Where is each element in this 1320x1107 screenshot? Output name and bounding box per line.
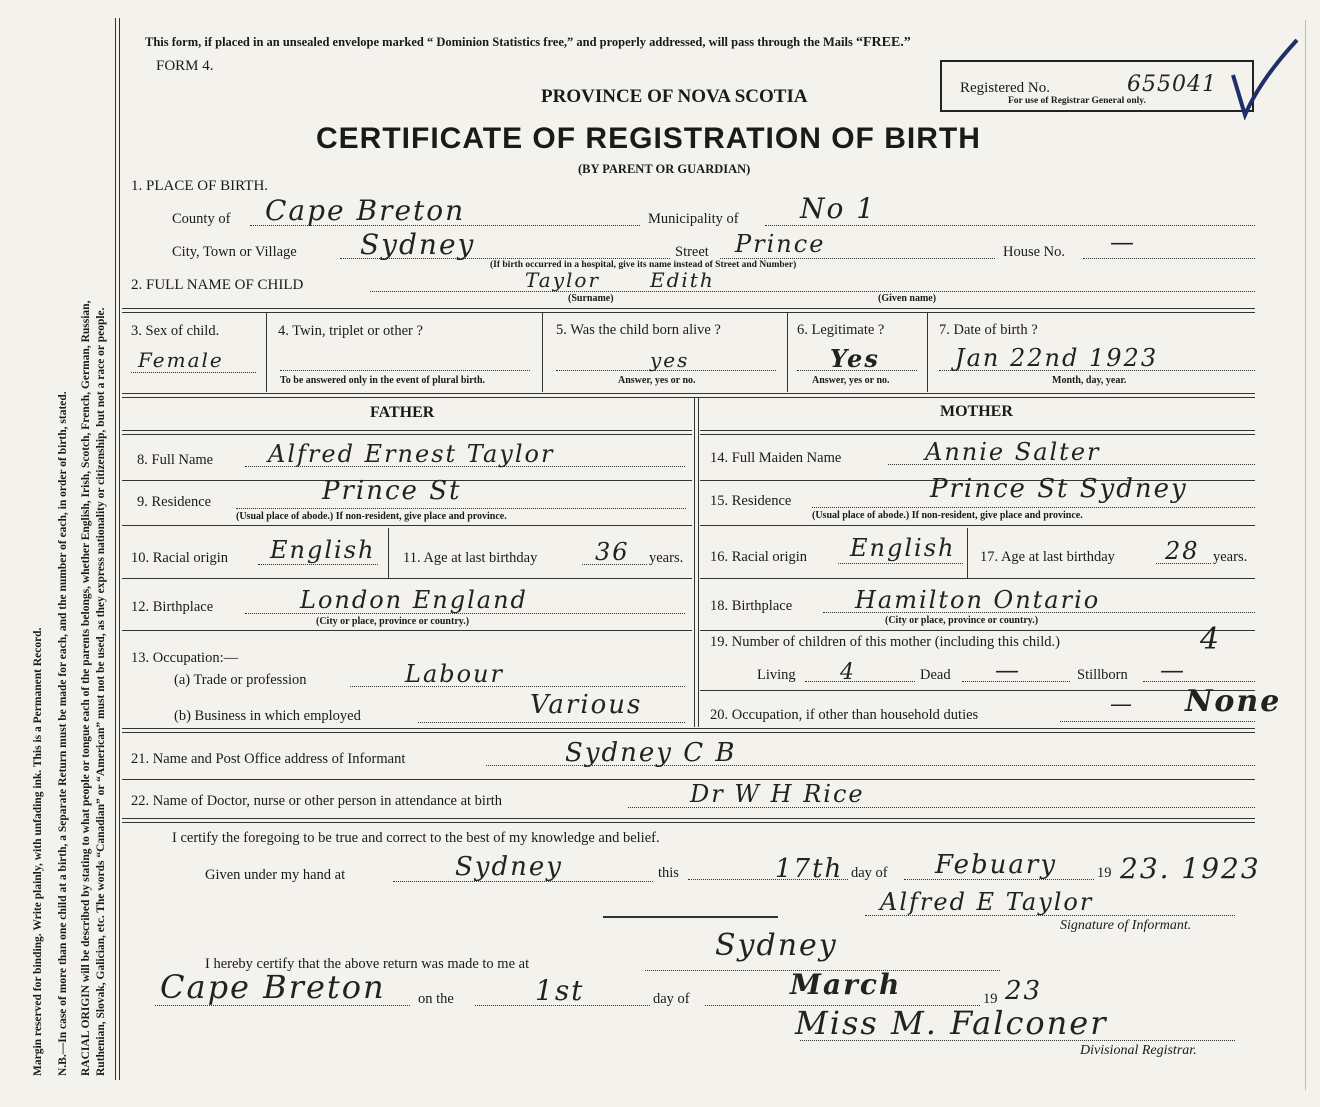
informant-label: 21. Name and Post Office address of Informant	[131, 751, 406, 767]
mother-name-label: 14. Full Maiden Name	[710, 450, 842, 466]
doctor-value: Dr W H Rice	[690, 780, 865, 808]
legitimate-value: Yes	[830, 344, 880, 373]
legitimate-label: 6. Legitimate ?	[797, 322, 885, 338]
given-place-value: Sydney	[455, 852, 563, 882]
mail-notice: This form, if placed in an unsealed envelope marked “ Dominion Statistics free,” and properly addressed, will pass through the Mails “FREE.”	[145, 35, 911, 50]
informant-signature: Alfred E Taylor	[880, 888, 1094, 916]
mother-age-label: 17. Age at last birthday	[980, 549, 1115, 565]
father-name-label: 8. Full Name	[137, 452, 214, 468]
day-of-label: day of	[851, 865, 888, 881]
registration-day-of-label: day of	[653, 991, 690, 1007]
registrar-signature: Miss M. Falconer	[795, 1004, 1108, 1042]
margin-note-2: N.B.—In case of more than one child at a birth, a Separate Return must be made for each, and the number of each, in order of birth, stated.	[57, 391, 69, 1076]
certification-year-value: 23. 1923	[1120, 852, 1261, 885]
father-birthplace-caption: (City or place, province or country.)	[316, 616, 470, 627]
mother-occupation-label: 20. Occupation, if other than household duties	[710, 707, 979, 723]
county-label: County of	[172, 211, 231, 227]
father-business-value: Various	[530, 690, 643, 720]
certificate-subtitle: (BY PARENT OR GUARDIAN)	[578, 162, 751, 176]
registered-number-box	[940, 60, 1254, 112]
check-mark-icon	[1225, 35, 1305, 120]
street-label: Street	[675, 244, 709, 260]
margin-note-3: RACIAL ORIGIN will be described by stating to what people or tongue each of the parents belongs, whether English, Irish, Scotch, French, German, Russian,	[80, 300, 92, 1076]
father-age-unit: years.	[649, 550, 684, 566]
sex-label: 3. Sex of child.	[131, 323, 220, 339]
child-surname-value: Taylor	[525, 268, 601, 292]
registration-year-prefix: 19	[983, 991, 998, 1007]
county-value: Cape Breton	[265, 194, 466, 227]
father-trade-value: Labour	[405, 660, 504, 688]
child-given-name-value: Edith	[650, 268, 715, 292]
hospital-note: (If birth occurred in a hospital, give its name instead of Street and Number)	[490, 260, 797, 270]
city-value: Sydney	[360, 228, 476, 261]
father-age-label: 11. Age at last birthday	[403, 550, 538, 566]
mother-birthplace-caption: (City or place, province or country.)	[885, 615, 1039, 626]
stillborn-value: —	[1160, 656, 1186, 684]
province-heading: PROVINCE OF NOVA SCOTIA	[541, 86, 808, 107]
mother-residence-label: 15. Residence	[710, 493, 792, 509]
municipality-value: No 1	[800, 192, 877, 225]
legitimate-caption: Answer, yes or no.	[812, 375, 890, 386]
father-occupation-label: 13. Occupation:—	[131, 650, 239, 666]
father-heading: FATHER	[370, 404, 435, 421]
certification-statement: I certify the foregoing to be true and correct to the best of my knowledge and belief.	[172, 830, 660, 846]
registered-label: Registered No.	[960, 80, 1050, 96]
surname-caption: (Surname)	[568, 293, 614, 304]
mother-birthplace-value: Hamilton Ontario	[855, 586, 1101, 614]
registration-year-value: 23	[1005, 976, 1043, 1006]
house-number-value: —	[1110, 228, 1136, 256]
city-label: City, Town or Village	[172, 244, 297, 260]
father-residence-caption: (Usual place of abode.) If non-resident, give place and province.	[236, 511, 507, 522]
house-number-label: House No.	[1003, 244, 1066, 260]
margin-note-1: Margin reserved for binding. Write plainly, with unfading ink. This is a Permanent Record.	[32, 627, 44, 1076]
father-birthplace-value: London England	[300, 586, 528, 614]
father-racial-origin-label: 10. Racial origin	[131, 550, 229, 566]
dead-label: Dead	[920, 667, 951, 683]
on-the-label: on the	[418, 991, 454, 1007]
mother-birthplace-label: 18. Birthplace	[710, 598, 793, 614]
dob-caption: Month, day, year.	[1052, 375, 1127, 386]
father-age-value: 36	[595, 538, 630, 566]
twin-label: 4. Twin, triplet or other ?	[278, 323, 423, 339]
registration-month-value: March	[790, 968, 902, 1001]
living-label: Living	[757, 667, 796, 683]
born-alive-caption: Answer, yes or no.	[618, 375, 696, 386]
dead-value: —	[995, 656, 1021, 684]
mother-racial-origin-label: 16. Racial origin	[710, 549, 808, 565]
born-alive-value: yes	[650, 348, 690, 372]
sex-value: Female	[138, 348, 224, 372]
mother-racial-origin-value: English	[850, 534, 956, 562]
mother-residence-caption: (Usual place of abode.) If non-resident, give place and province.	[812, 510, 1083, 521]
father-trade-label: (a) Trade or profession	[174, 672, 307, 688]
stillborn-label: Stillborn	[1077, 667, 1128, 683]
father-residence-label: 9. Residence	[137, 494, 212, 510]
given-name-caption: (Given name)	[878, 293, 937, 304]
children-count-value: 4	[1200, 622, 1222, 657]
mother-occupation-dash: —	[1110, 692, 1134, 717]
certificate-title: CERTIFICATE OF REGISTRATION OF BIRTH	[316, 122, 981, 155]
registration-day-value: 1st	[535, 974, 585, 1007]
informant-value: Sydney C B	[565, 738, 737, 768]
children-count-label: 19. Number of children of this mother (including this child.)	[710, 634, 1060, 650]
mother-age-value: 28	[1165, 537, 1200, 565]
divisional-registrar-label: Divisional Registrar.	[1080, 1043, 1197, 1058]
twin-caption: To be answered only in the event of plural birth.	[280, 375, 486, 386]
mother-name-value: Annie Salter	[925, 438, 1101, 466]
registrar-note: For use of Registrar General only.	[1008, 96, 1146, 106]
margin-note-4: Ruthenian, Slovak, Galician, etc. The words “Canadian” or “American” must not be used, as they express nationality or citizenship, but not a race or people.	[95, 307, 107, 1076]
father-racial-origin-value: English	[270, 536, 376, 564]
mother-age-unit: years.	[1213, 549, 1248, 565]
mother-heading: MOTHER	[940, 403, 1013, 420]
dob-value: Jan 22nd 1923	[955, 344, 1159, 372]
father-residence-value: Prince St	[322, 476, 462, 506]
father-business-label: (b) Business in which employed	[174, 708, 361, 724]
father-name-value: Alfred Ernest Taylor	[268, 440, 555, 468]
street-value: Prince	[735, 230, 826, 258]
this-label: this	[658, 865, 679, 881]
born-alive-label: 5. Was the child born alive ?	[556, 322, 721, 338]
mother-occupation-value: None	[1185, 684, 1282, 719]
certification-month-value: Febuary	[935, 850, 1058, 880]
place-section-label: 1. PLACE OF BIRTH.	[131, 178, 269, 194]
certification-day-value: 17th	[775, 854, 844, 884]
dob-label: 7. Date of birth ?	[939, 322, 1038, 338]
municipality-label: Municipality of	[648, 211, 739, 227]
doctor-label: 22. Name of Doctor, nurse or other person in attendance at birth	[131, 793, 503, 809]
year-prefix-label: 19	[1097, 865, 1112, 881]
registered-number: 655041	[1127, 72, 1217, 97]
living-value: 4	[840, 660, 856, 685]
binding-margin-line	[115, 18, 120, 1080]
father-birthplace-label: 12. Birthplace	[131, 599, 214, 615]
mother-residence-value: Prince St Sydney	[930, 474, 1188, 504]
signature-label: Signature of Informant.	[1060, 918, 1192, 933]
child-name-label: 2. FULL NAME OF CHILD	[131, 277, 304, 293]
given-under-label: Given under my hand at	[205, 867, 346, 883]
registration-county-value: Cape Breton	[160, 968, 386, 1006]
registrar-statement: I hereby certify that the above return was made to me at	[205, 956, 530, 972]
form-number: FORM 4.	[156, 58, 214, 74]
registration-place-value: Sydney	[715, 928, 838, 963]
